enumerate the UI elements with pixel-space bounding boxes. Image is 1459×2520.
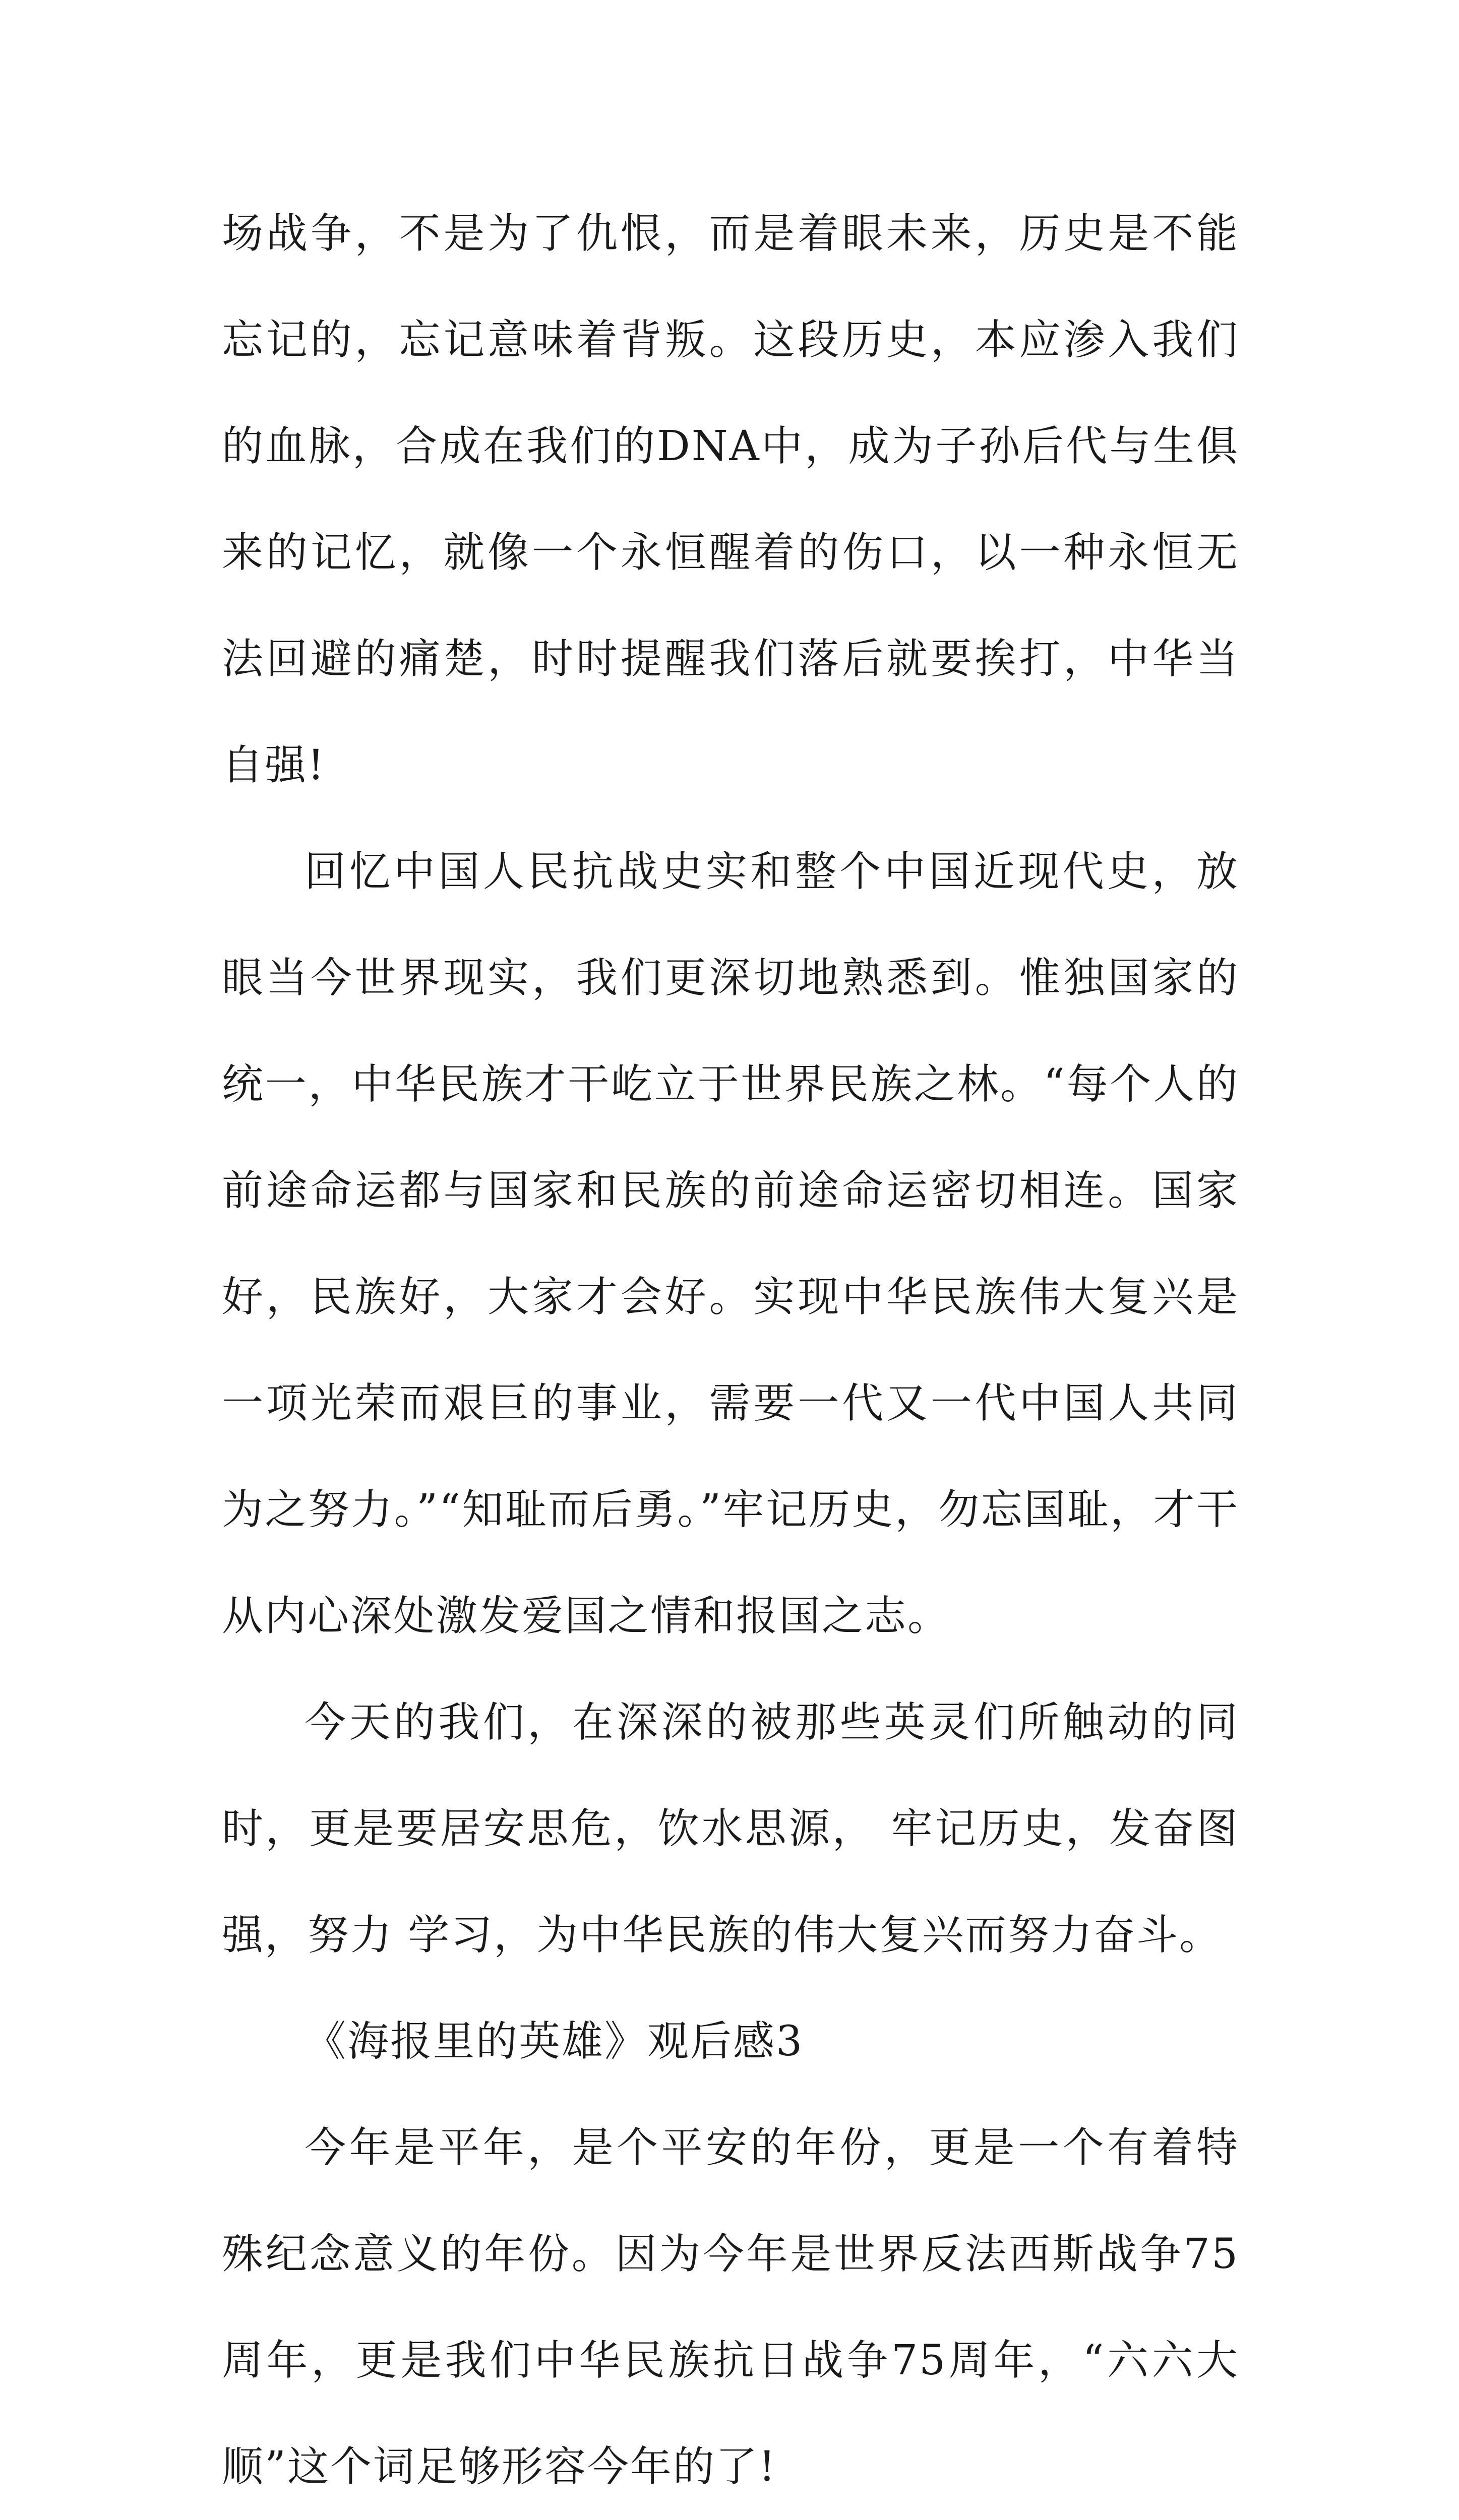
document-body: [222, 180, 1239, 2520]
paragraph-continuation: 场战争，不是为了仇恨，而是着眼未来，历史是不能忘记的，忘记意味着背叛。这段历史，本应渗入我们的血脉，合成在我们的DNA中，成为子孙后代与生俱来的记忆，就像一个永恒醒着的伤口，以一种永恒无法回避的痛楚，时时提醒我们落后就要挨打，中华当自强!: [222, 210, 1239, 789]
paragraph: 今天的我们，在深深的被那些英灵们所触动的同时，更是要居安思危，饮水思源， 牢记历史，发奋图强，努力 学习，为中华民族的伟大复兴而努力奋斗。: [222, 1698, 1239, 1959]
paragraph: 回忆中国人民抗战史实和整个中国近现代史，放眼当今世界现实，我们更深切地熟悉到。惟独国家的统一，中华民族才干屹立于世界民族之林。“每个人的前途命运都与国家和民族的前途命运密切相连。国家好，民族好，大家才会好。实现中华民族伟大复兴是一项光荣而艰巨的事业，需要一代又一代中国人共同为之努力。”“知耻而后勇。”牢记历史，勿忘国耻，才干从内心深处激发爱国之情和报国之志。: [222, 848, 1239, 1640]
section-heading: 《海报里的英雄》观后感3: [305, 2018, 804, 2065]
paragraph: 今年是平年，是个平安的年份，更是一个有着特殊纪念意义的年份。因为今年是世界反法西斯战争75周年，更是我们中华民族抗日战争75周年，“六六大顺”这个词足够形容今年的了!: [222, 2124, 1239, 2491]
